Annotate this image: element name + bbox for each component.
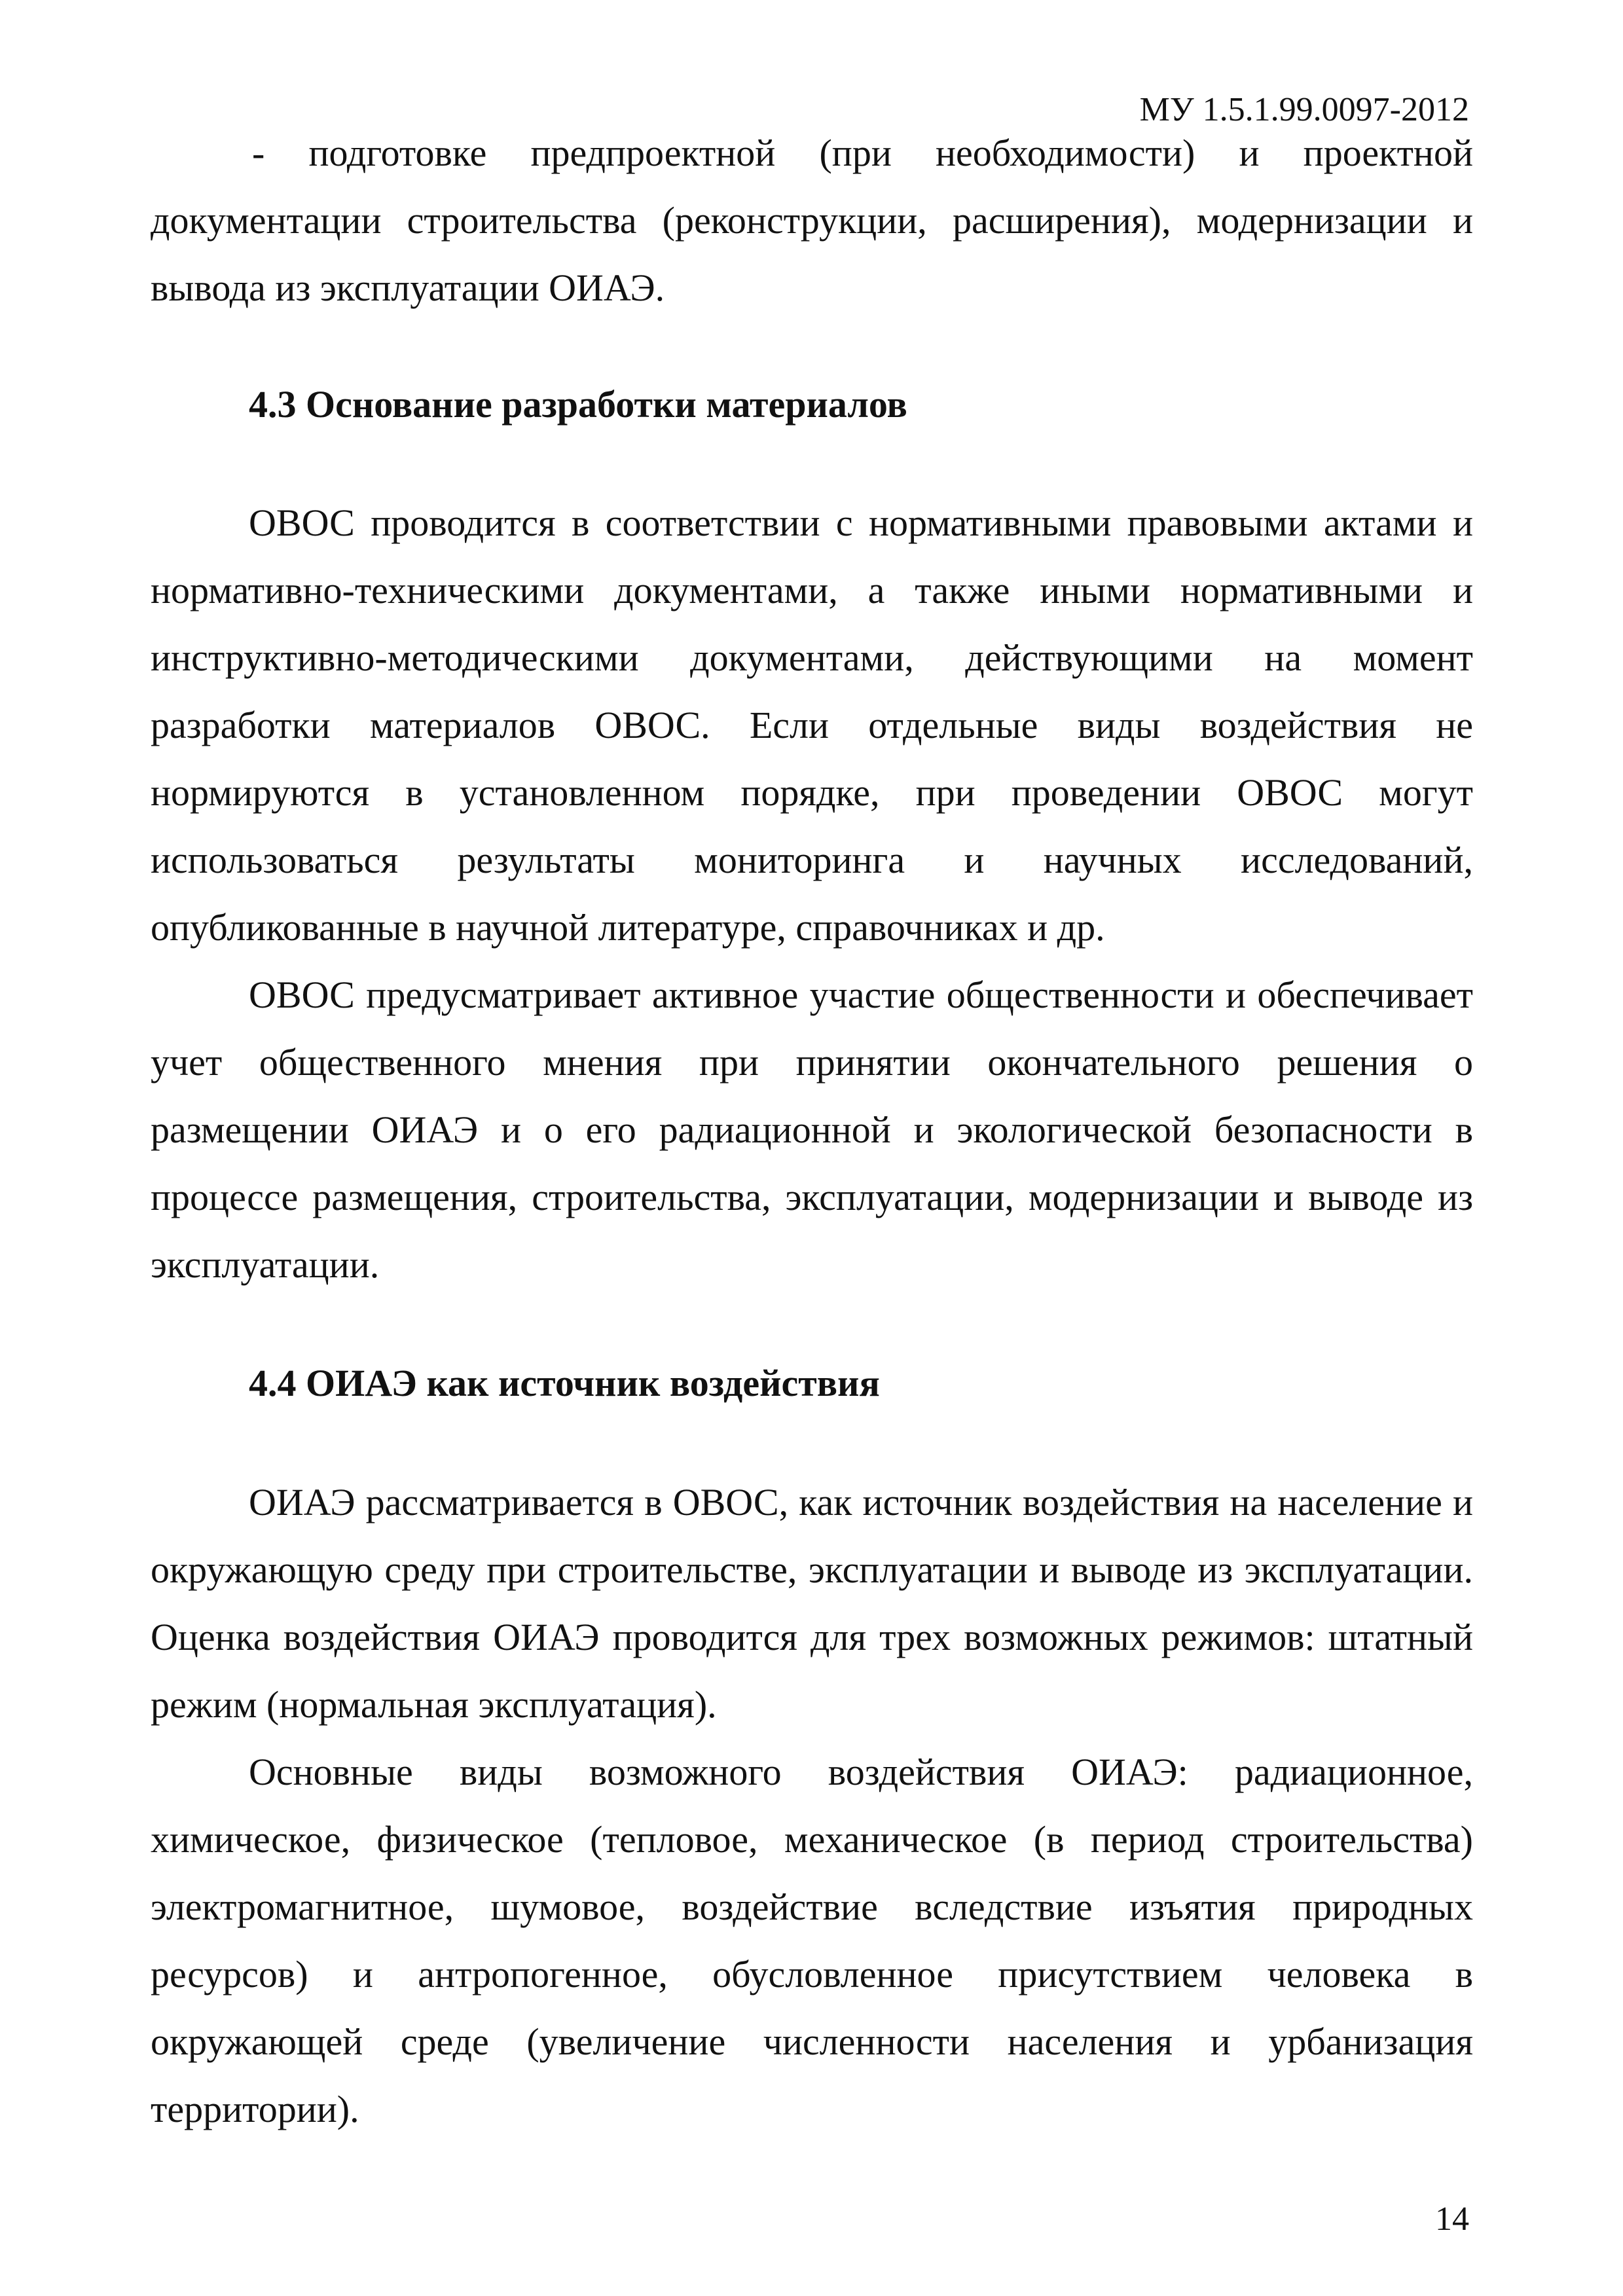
section-4-3-body <box>151 489 1473 1298</box>
section-4-3-paragraph-2: ОВОС предусматривает активное участие общественности и обеспечивает учет общественного мнения при принятии окончательного решения о размещении ОИАЭ и о его радиационной и экологической безопасности в процессе размещения, строительства, эксплуатации, модернизации и выводе из эксплуатации. <box>151 974 1473 1286</box>
section-4-4-paragraph-1: ОИАЭ рассматривается в ОВОС, как источник воздействия на население и окружающую среду при строительстве, эксплуатации и выводе из эксплуатации. Оценка воздействия ОИАЭ проводится для трех возможных режимов: штатный режим (нормальная эксплуатация). <box>151 1481 1473 1726</box>
section-4-4-body <box>151 1468 1473 2143</box>
document-code: МУ 1.5.1.99.0097-2012 <box>1139 91 1469 128</box>
section-4-3-paragraph-1: ОВОС проводится в соответствии с нормативными правовыми актами и нормативно-техническими документами, а также иными нормативными и инструктивно-методическими документами, действующими на момент разработки материалов ОВОС. Если отдельные виды воздействия не нормируются в установленном порядке, при проведении ОВОС могут использоваться результаты мониторинга и научных исследований, опубликованные в научной литературе, справочниках и др. <box>151 501 1473 949</box>
section-4-3-heading: 4.3 Основание разработки материалов <box>249 383 907 426</box>
page-number: 14 <box>1435 2200 1469 2238</box>
section-4-4-paragraph-2: Основные виды возможного воздействия ОИАЭ: радиационное, химическое, физическое (тепловое, механическое (в период строительства) электромагнитное, шумовое, воздействие вследствие изъятия природных ресурсов) и антропогенное, обусловленное присутствием человека в окружающей среде (увеличение численности населения и урбанизация территории). <box>151 1751 1473 2130</box>
intro-list-item: - подготовке предпроектной (при необходимости) и проектной документации строительства (реконструкции, расширения), модернизации и вывода из эксплуатации ОИАЭ. <box>151 132 1473 309</box>
intro-block <box>151 119 1473 321</box>
section-4-4-heading: 4.4 ОИАЭ как источник воздействия <box>249 1362 880 1404</box>
